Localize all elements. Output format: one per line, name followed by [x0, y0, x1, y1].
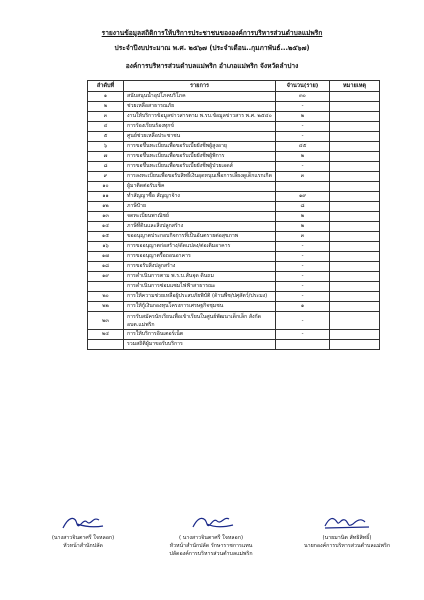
row-service: การให้กู้เงินกองทุนโครงการเศรษฐกิจชุมชน — [124, 302, 276, 312]
row-note — [330, 242, 380, 252]
row-note — [330, 292, 380, 302]
header-note: หมายเหตุ — [330, 81, 380, 92]
row-number: ๒๓ — [88, 312, 124, 330]
header-service: รายการ — [124, 81, 276, 92]
header-number: ลำดับที่ — [88, 81, 124, 92]
table-header-row — [88, 81, 380, 92]
table-row — [88, 252, 380, 262]
row-service: การขอขึ้นทะเบียนเพื่อขอรับเบี้ยยังชีพผู้ป่วยเอดส์ — [124, 162, 276, 172]
report-title: รายงานข้อมูลสถิติการให้บริการประชาชนขององค์การบริหารส่วนตำบลแม่พริก — [101, 29, 323, 37]
row-amount: ๓๐ — [276, 92, 330, 102]
row-service: การรับสมัครนักเรียนเพื่อเข้าเรียนในศูนย์พัฒนาเด็กเล็ก สังกัด อบต.แม่พริก — [124, 312, 276, 330]
table-row — [88, 172, 380, 182]
row-amount — [276, 340, 330, 350]
row-number: ๖ — [88, 142, 124, 152]
table-row — [88, 102, 380, 112]
table-row — [88, 312, 380, 330]
row-amount: ๑๙ — [276, 192, 330, 202]
row-amount: - — [276, 330, 330, 340]
header-amount: จำนวน(ราย) — [276, 81, 330, 92]
handwritten-signature-1 — [53, 512, 113, 534]
row-service: ขออนุญาตประกอบกิจการที่เป็นอันตรายต่อสุขภาพ — [124, 232, 276, 242]
row-amount: - — [276, 242, 330, 252]
row-service: ภาษีป้าย — [124, 202, 276, 212]
row-number: ๗ — [88, 152, 124, 162]
row-note — [330, 232, 380, 242]
row-service: การลงทะเบียนเพื่อขอรับสิทธิ์เงินอุดหนุนเพื่อการเลี้ยงดูเด็กแรกเกิด — [124, 172, 276, 182]
row-service: การดำเนินการซ่อมแซมไฟฟ้าสาธารณะ — [124, 282, 276, 292]
table-row — [88, 192, 380, 202]
row-amount: ๒ — [276, 112, 330, 122]
signer-name-2: ( นางสาวจินตาศรี ใจหลอก) — [178, 535, 244, 541]
signature-block-2 — [146, 512, 276, 558]
row-amount: - — [276, 282, 330, 292]
row-number: ๑๑ — [88, 192, 124, 202]
row-number: ๙ — [88, 172, 124, 182]
row-amount: - — [276, 132, 330, 142]
row-amount: - — [276, 162, 330, 172]
table-body — [88, 92, 380, 350]
row-service: การขอขึ้นทะเบียนเพื่อขอรับเบี้ยยังชีพผู้สูงอายุ — [124, 142, 276, 152]
table-row — [88, 92, 380, 102]
row-note — [330, 340, 380, 350]
row-amount: - — [276, 262, 330, 272]
row-note — [330, 112, 380, 122]
row-service: จดทะเบียนพาณิชย์ — [124, 212, 276, 222]
row-service: การให้ความช่วยเหลือผู้ประสบภัยพิบัติ (ด้านพืช/ปศุสัตว์/ประมง) — [124, 292, 276, 302]
row-number: ๑๔ — [88, 222, 124, 232]
row-amount: ๒ — [276, 222, 330, 232]
row-note — [330, 282, 380, 292]
row-amount: - — [276, 252, 330, 262]
row-number: ๑๙ — [88, 272, 124, 282]
row-note — [330, 222, 380, 232]
table-row — [88, 122, 380, 132]
row-note — [330, 272, 380, 282]
signature-block-1 — [18, 512, 148, 550]
row-number: ๑๒ — [88, 202, 124, 212]
handwritten-signature-3 — [317, 512, 377, 534]
row-amount: - — [276, 272, 330, 282]
report-period: ประจำปีงบประมาณ พ.ศ. ๒๕๖๗ (ประจำเดือน..กุมภาพันธ์...๒๕๖๗) — [114, 44, 310, 52]
row-service: การดำเนินการตาม พ.ร.บ.สันจุด ดินถม — [124, 272, 276, 282]
row-service: ช่วยเหลือสาธารณภัย — [124, 102, 276, 112]
table-row — [88, 202, 380, 212]
row-note — [330, 152, 380, 162]
row-number: ๑๐ — [88, 182, 124, 192]
row-note — [330, 192, 380, 202]
row-service: รวมสถิติผู้มาขอรับบริการ — [124, 340, 276, 350]
table-row — [88, 242, 380, 252]
row-amount: ๒ — [276, 212, 330, 222]
row-amount: ๓ — [276, 172, 330, 182]
row-amount: - — [276, 312, 330, 330]
signer-position-2: หัวหน้าสำนักปลัด รักษาราชการแทน — [169, 543, 253, 549]
signer-position-2b: ปลัดองค์การบริหารส่วนตำบลแม่พริก — [169, 551, 253, 557]
row-number: ๓ — [88, 112, 124, 122]
row-number: ๑๕ — [88, 232, 124, 242]
row-note — [330, 312, 380, 330]
row-service: การขออนุญาตก่อสร้าง/ดัดแปลง/ต่อเติมอาคาร — [124, 242, 276, 252]
table-row — [88, 330, 380, 340]
row-amount: - — [276, 122, 330, 132]
row-amount: ๒ — [276, 152, 330, 162]
table-row — [88, 162, 380, 172]
table-row — [88, 182, 380, 192]
table-row — [88, 222, 380, 232]
row-number: ๒๐ — [88, 292, 124, 302]
row-note — [330, 182, 380, 192]
report-organization: องค์การบริหารส่วนตำบลแม่พริก อำเภอแม่พริก จังหวัดลำปาง — [125, 62, 299, 70]
row-service: ศูนย์ช่วยเหลือประชาชน — [124, 132, 276, 142]
row-number: ๒๒ — [88, 302, 124, 312]
row-note — [330, 102, 380, 112]
row-amount: ๑ — [276, 302, 330, 312]
table-row — [88, 142, 380, 152]
row-number: ๒๔ — [88, 330, 124, 340]
row-note — [330, 172, 380, 182]
row-note — [330, 122, 380, 132]
row-number: ๑๖ — [88, 242, 124, 252]
row-number: ๔ — [88, 122, 124, 132]
row-amount: - — [276, 102, 330, 112]
row-amount: ๘ — [276, 202, 330, 212]
row-number: ๑๘ — [88, 262, 124, 272]
row-amount: - — [276, 292, 330, 302]
row-service: การขอขึ้นทะเบียนเพื่อขอรับเบี้ยยังชีพผู้พิการ — [124, 152, 276, 162]
table-total-row — [88, 340, 380, 350]
row-note — [330, 252, 380, 262]
service-statistics-table — [87, 80, 380, 350]
table-row — [88, 302, 380, 312]
row-service: การให้บริการอินเตอร์เน็ต — [124, 330, 276, 340]
row-amount: ๓ — [276, 232, 330, 242]
table-row — [88, 262, 380, 272]
row-note — [330, 142, 380, 152]
handwritten-signature-2 — [181, 512, 241, 534]
signer-name-3: (นายมานิต สัทธิสิทธิ์) — [322, 535, 372, 541]
signer-position-1: หัวหน้าสำนักปลัด — [63, 543, 103, 549]
table-row — [88, 132, 380, 142]
row-service: สนับสนุนน้ำอุปโภคบริโภค — [124, 92, 276, 102]
row-number — [88, 282, 124, 292]
table-row — [88, 232, 380, 242]
row-amount — [276, 182, 330, 192]
row-note — [330, 202, 380, 212]
row-service: ทำสัญญาซื้อ สัญญาจ้าง — [124, 192, 276, 202]
row-amount: ๔๕ — [276, 142, 330, 152]
row-note — [330, 162, 380, 172]
row-note — [330, 302, 380, 312]
row-note — [330, 92, 380, 102]
row-number: ๘ — [88, 162, 124, 172]
row-note — [330, 330, 380, 340]
table-row — [88, 212, 380, 222]
row-number: ๑๗ — [88, 252, 124, 262]
row-service: การร้องเรียนร้องทุกข์ — [124, 122, 276, 132]
row-note — [330, 212, 380, 222]
table-row — [88, 152, 380, 162]
table-row — [88, 272, 380, 282]
row-number — [88, 340, 124, 350]
row-number: ๒ — [88, 102, 124, 112]
row-service: ผู้มาติดต่อรับเช็ค — [124, 182, 276, 192]
signer-position-3: นายกองค์การบริหารส่วนตำบลแม่พริก — [303, 543, 391, 549]
row-note — [330, 262, 380, 272]
table-row — [88, 112, 380, 122]
row-number: ๑๓ — [88, 212, 124, 222]
table-row — [88, 292, 380, 302]
row-service: งานให้บริการข้อมูลข่าวสารตาม พ.รบ.ข้อมูลข่าวสาร พ.ศ. ๒๕๔๐ — [124, 112, 276, 122]
row-number: ๑ — [88, 92, 124, 102]
signer-name-1: (นางสาวจินตาศรี ใจหลอก) — [51, 535, 115, 541]
signature-block-3 — [282, 512, 412, 550]
row-service: การขอรับสิ่งปลูกสร้าง — [124, 262, 276, 272]
row-service: ภาษีที่ดินและสิ่งปลูกสร้าง — [124, 222, 276, 232]
table-row — [88, 282, 380, 292]
row-note — [330, 132, 380, 142]
row-service: การขออนุญาตรื้อถอนอาคาร — [124, 252, 276, 262]
row-number: ๕ — [88, 132, 124, 142]
